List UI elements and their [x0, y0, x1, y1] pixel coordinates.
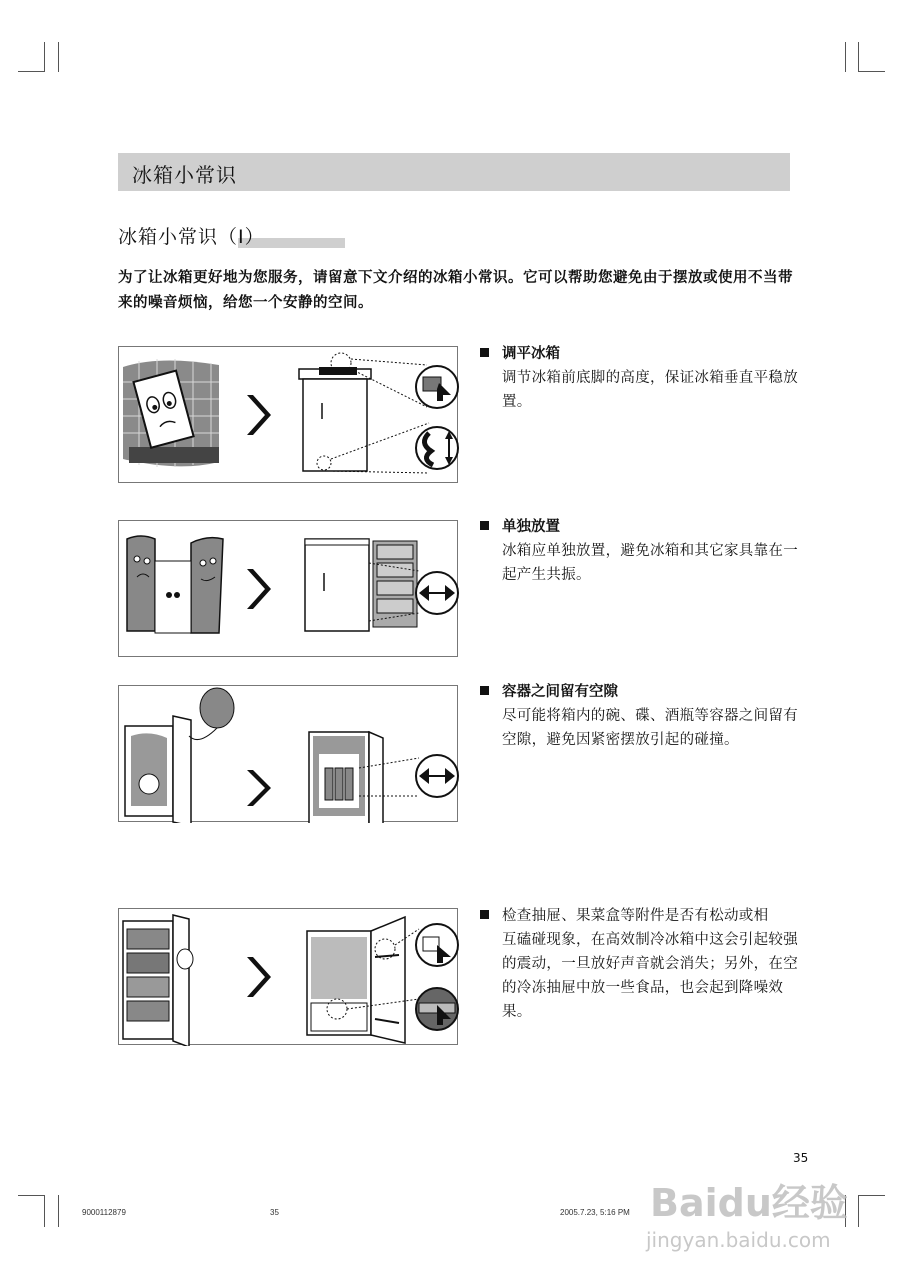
- crop-mark: [44, 1195, 45, 1227]
- tip-leveling: [480, 342, 798, 414]
- tip-body: 尽可能将箱内的碗、碟、酒瓶等容器之间留有空隙，避免因紧密摆放引起的碰撞。: [502, 708, 798, 748]
- tip-standalone: [480, 515, 798, 587]
- crop-mark: [858, 1195, 885, 1196]
- illustration-standalone: [118, 520, 458, 657]
- illustration-drawers: [118, 908, 458, 1045]
- crop-mark: [58, 42, 59, 72]
- watermark-logo: Baidu经验: [650, 1181, 848, 1225]
- crop-mark: [858, 42, 859, 72]
- subtitle: 冰箱小常识（I）: [118, 226, 265, 248]
- bullet-square: [480, 348, 489, 357]
- footer-page: 35: [270, 1208, 279, 1217]
- page-number: 35: [793, 1151, 809, 1165]
- footer-doc-code: 9000112879: [82, 1208, 126, 1217]
- crop-mark: [18, 71, 45, 72]
- tip-body: 调节冰箱前底脚的高度，保证冰箱垂直平稳放置。: [502, 370, 798, 410]
- bullet-square: [480, 686, 489, 695]
- tip-title: 调平冰箱: [502, 346, 560, 362]
- bullet-square: [480, 521, 489, 530]
- bullet-square: [480, 910, 489, 919]
- footer-date: 2005.7.23, 5:16 PM: [560, 1208, 630, 1217]
- watermark-url: jingyan.baidu.com: [646, 1228, 831, 1252]
- tip-title: 容器之间留有空隙: [502, 684, 618, 700]
- tip-drawers: [480, 904, 798, 1024]
- crop-mark: [58, 1195, 59, 1227]
- tip-container-spacing: [480, 680, 798, 752]
- crop-mark: [44, 42, 45, 72]
- section-header: [118, 153, 790, 191]
- tip-body: 互磕碰现象，在高效制冷冰箱中这会引起较强的震动，一旦放好声音就会消失；另外，在空的冷冻抽屉中放一些食品，也会起到降噪效果。: [502, 932, 798, 1020]
- crop-mark: [858, 71, 885, 72]
- baidu-watermark: [630, 1150, 860, 1270]
- illustration-leveling: [118, 346, 458, 483]
- intro-paragraph: 为了让冰箱更好地为您服务，请留意下文介绍的冰箱小常识。它可以帮助您避免由于摆放或使用不当带来的噪音烦恼，给您一个安静的空间。: [118, 270, 793, 311]
- section-title: 冰箱小常识: [132, 163, 237, 187]
- tip-title: 单独放置: [502, 519, 560, 535]
- illustration-container-spacing: [118, 685, 458, 822]
- tip-body-first-line: 检查抽屉、果菜盒等附件是否有松动或相: [502, 908, 769, 924]
- crop-mark: [18, 1195, 45, 1196]
- tip-body: 冰箱应单独放置，避免冰箱和其它家具靠在一起产生共振。: [502, 543, 798, 583]
- crop-mark: [845, 42, 846, 72]
